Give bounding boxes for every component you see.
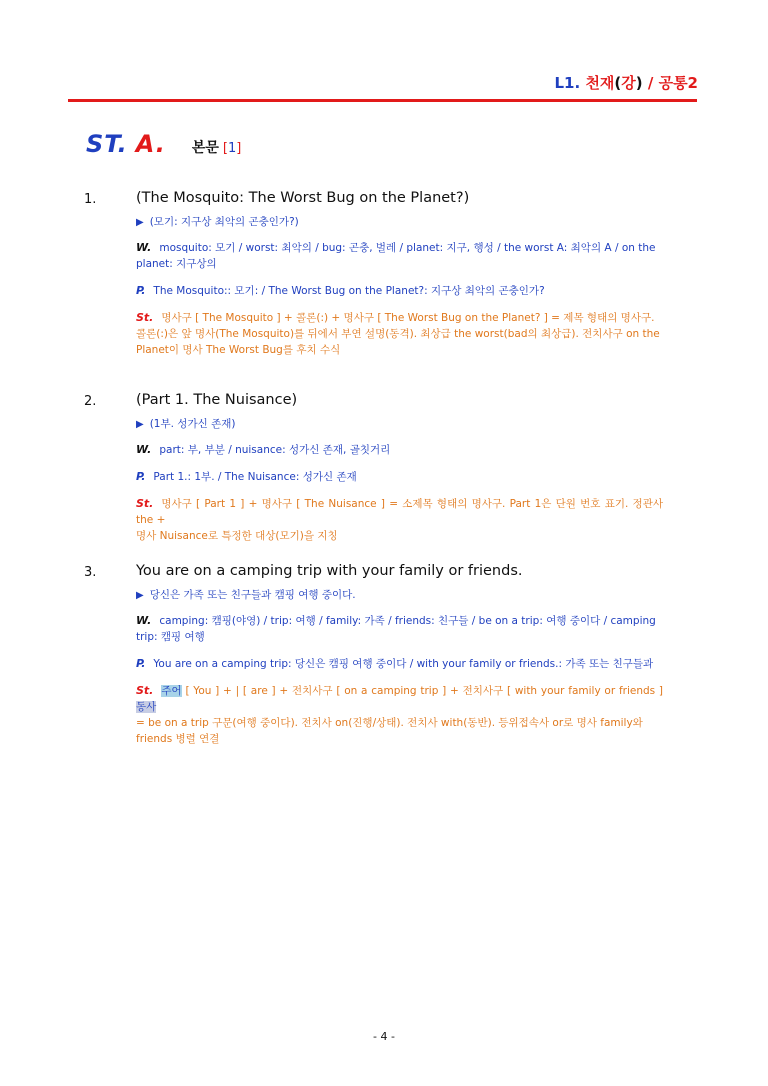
subject-highlight: 주어 [161, 685, 182, 697]
structure-marker: St. [136, 497, 154, 510]
phrase-marker: P. [136, 284, 146, 297]
section-number [223, 141, 241, 156]
vocab-row [136, 442, 663, 458]
structure-line-2: 콜론(:)은 앞 명사(The Mosquito)를 뒤에서 부연 설명(동격). 최상급 the worst(bad의 최상급). 전치사구 on the [136, 328, 660, 340]
triangle-icon: ▶ [136, 419, 144, 430]
vocab-line-1: part: 부, 부분 / nuisance: 성가신 존재, 골칫거리 [159, 444, 391, 456]
section-title [86, 130, 241, 158]
num-value: 1 [227, 141, 237, 156]
translation-text: (1부. 성가신 존재) [149, 418, 236, 430]
paren-open: ( [614, 74, 622, 92]
st-mark [86, 130, 166, 158]
structure-line-1: 명사구 [ Part 1 ] + 명사구 [ The Nuisance ] = 소제목 형태의 명사구. Part 1은 단원 번호 표기. 정관사 the + [136, 498, 663, 526]
item-translation [136, 214, 299, 229]
triangle-icon: ▶ [136, 590, 144, 601]
st-mark-a: A. [135, 130, 166, 158]
translation-text: 당신은 가족 또는 친구들과 캠핑 여행 중이다. [149, 589, 356, 601]
item-sentence: (The Mosquito: The Worst Bug on the Planet?) [136, 190, 470, 206]
item-number: 3. [84, 565, 97, 580]
verb-highlight: 동사 [136, 701, 157, 713]
phrase-row [136, 283, 663, 299]
item-sentence: You are on a camping trip with your family or friends. [136, 563, 523, 579]
structure-row [136, 683, 663, 747]
paren-close: ) [635, 74, 643, 92]
vocab-row [136, 240, 663, 272]
vocab-line-1: mosquito: 모기 / worst: 최악의 / bug: 곤충, 벌레 / planet: 지구, 행성 / the worst A: 최악의 A / on the [159, 242, 656, 254]
vocab-row [136, 613, 663, 645]
structure-line-2: = be on a trip 구문(여행 중이다). 전치사 on(진행/상태). 전치사 with(동반). 등위접속사 or로 명사 family와 [136, 717, 643, 729]
publisher: 천재 [585, 74, 615, 92]
phrase-text: You are on a camping trip: 당신은 캠핑 여행 중이다 / with your family or friends.: 가족 또는 친구들과 [153, 658, 654, 670]
course: 공통2 [658, 74, 698, 92]
translation-text: (모기: 지구상 최악의 곤충인가?) [149, 216, 299, 228]
page-header [555, 72, 699, 93]
item-sentence: (Part 1. The Nuisance) [136, 392, 298, 408]
item-translation [136, 587, 356, 602]
vocab-line-1: camping: 캠핑(야영) / trip: 여행 / family: 가족 / friends: 친구들 / be on a trip: 여행 중이다 / camping [159, 615, 656, 627]
structure-line-2: 명사 Nuisance로 특정한 대상(모기)을 지칭 [136, 530, 338, 542]
item-translation [136, 416, 235, 431]
header-slash: / [642, 74, 659, 92]
structure-marker: St. [136, 311, 154, 324]
num-open: [ [222, 141, 228, 156]
structure-line-1: 명사구 [ The Mosquito ] + 콜론(:) + 명사구 [ The Worst Bug on the Planet? ] = 제목 형태의 명사구. [161, 312, 655, 324]
structure-line-1: [ You ] + | [ are ] + 전치사구 [ on a camping trip ] + 전치사구 [ with your family or friends ] [185, 685, 663, 697]
item-number: 2. [84, 394, 97, 409]
phrase-row [136, 656, 663, 672]
phrase-row [136, 469, 663, 485]
page-number: - 4 - [373, 1030, 395, 1043]
phrase-marker: P. [136, 470, 146, 483]
vocab-marker: W. [136, 241, 152, 254]
st-mark-st: ST. [86, 130, 128, 158]
phrase-marker: P. [136, 657, 146, 670]
item-number: 1. [84, 192, 97, 207]
vocab-line-2: planet: 지구상의 [136, 258, 217, 270]
vocab-marker: W. [136, 443, 152, 456]
phrase-text: Part 1.: 1부. / The Nuisance: 성가신 존재 [153, 471, 357, 483]
structure-line-3: Planet이 명사 The Worst Bug를 후치 수식 [136, 344, 341, 356]
structure-row [136, 310, 663, 358]
structure-line-3: friends 병렬 연결 [136, 733, 220, 745]
vocab-line-2: trip: 캠핑 여행 [136, 631, 205, 643]
lesson-code: L1. [554, 74, 581, 92]
header-rule [68, 99, 697, 102]
vocab-marker: W. [136, 614, 152, 627]
num-close: ] [236, 141, 242, 156]
structure-marker: St. [136, 684, 154, 697]
section-label: 본문 [191, 140, 219, 156]
triangle-icon: ▶ [136, 217, 144, 228]
phrase-text: The Mosquito:: 모기: / The Worst Bug on the Planet?: 지구상 최악의 곤충인가? [153, 285, 545, 297]
author: 강 [621, 74, 636, 92]
structure-row [136, 496, 663, 544]
